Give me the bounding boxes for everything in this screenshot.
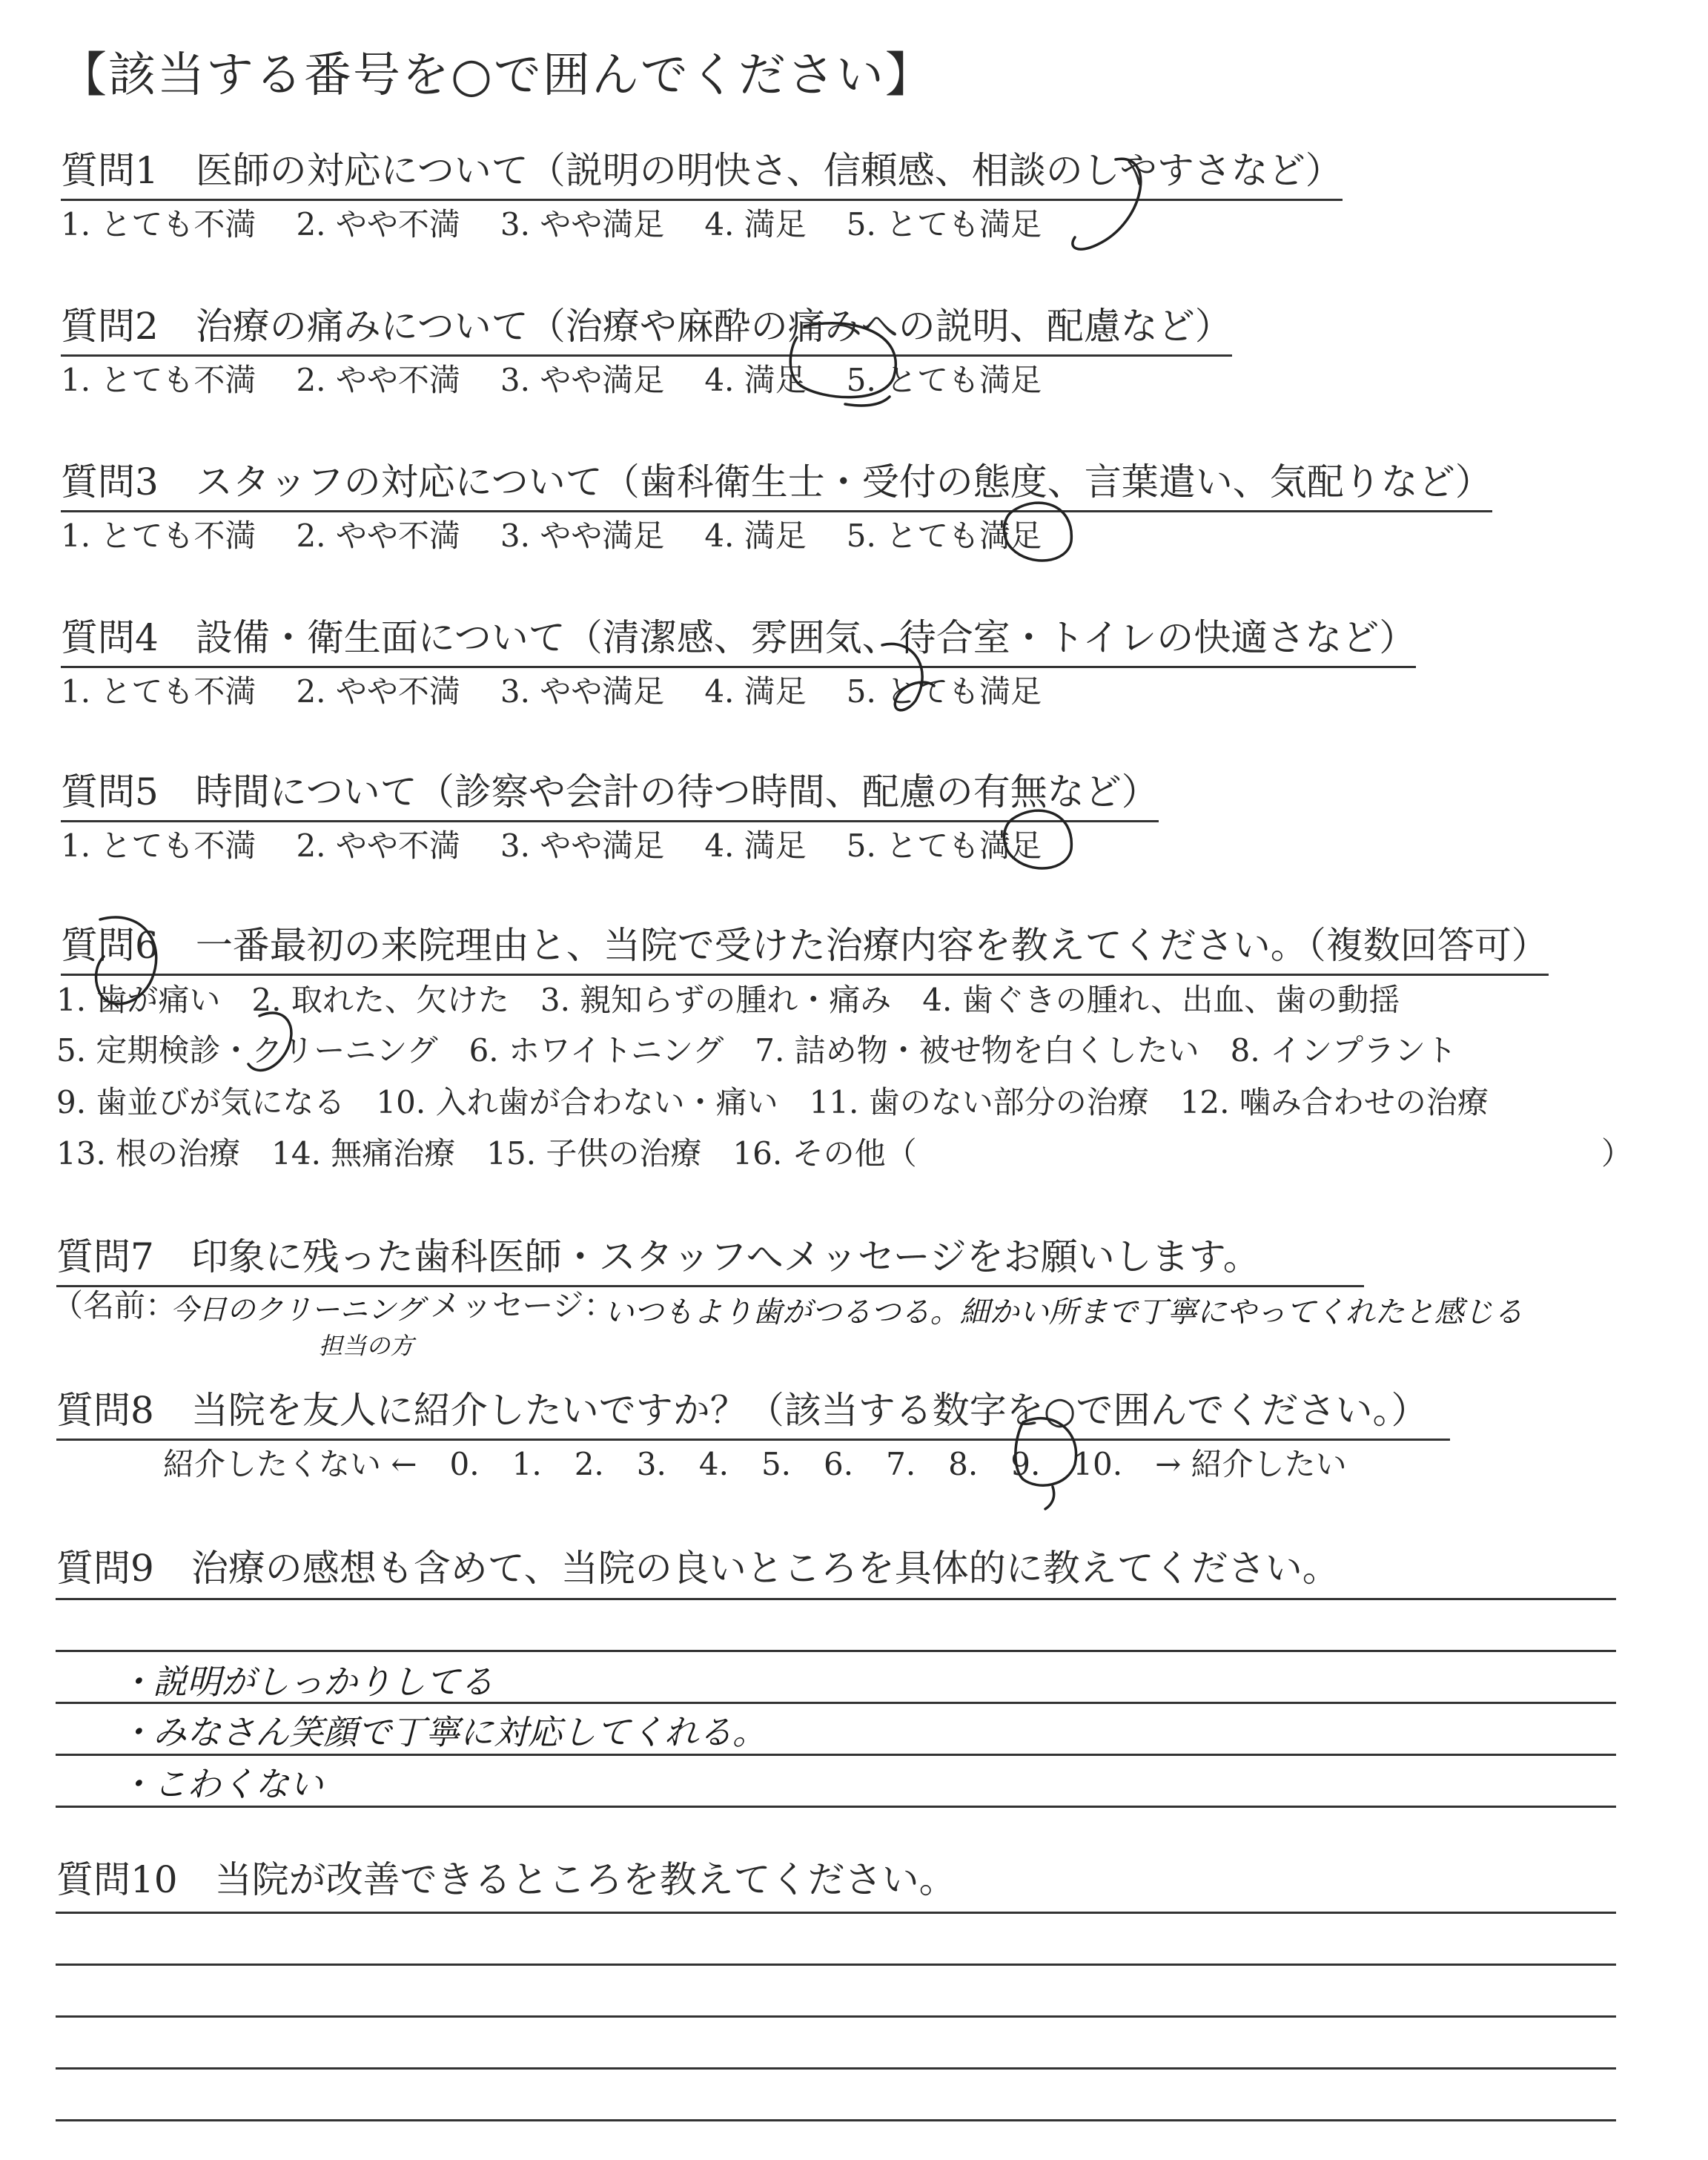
message-label: メッセージ： xyxy=(430,1287,615,1324)
handwritten-message[interactable]: いつもより歯がつるつる。細かい所まで丁寧にやってくれたと感じる xyxy=(604,1295,1523,1330)
answer-circle-mark xyxy=(1016,1418,1076,1509)
answer-circle-mark xyxy=(248,1013,291,1070)
answer-circle-mark xyxy=(882,644,934,710)
scale-value[interactable]: 0. xyxy=(449,1446,480,1482)
question-6-other-close: ） xyxy=(1601,1135,1633,1172)
question-7-label: 質問7 xyxy=(56,1235,154,1278)
question-1-label: 質問1 xyxy=(61,149,159,192)
scale-value[interactable]: 6. xyxy=(824,1446,854,1482)
option[interactable]: 5. とても満足 xyxy=(846,673,1042,710)
question-8-label: 質問8 xyxy=(56,1389,154,1432)
option[interactable]: 4. 満足 xyxy=(704,673,807,710)
option[interactable]: 2. やや不満 xyxy=(296,362,460,398)
handwritten-name-2[interactable]: 担当の方 xyxy=(319,1332,414,1360)
question-9-label: 質問9 xyxy=(56,1547,154,1590)
question-7-title: 印象に残った歯科医師・スタッフへメッセージをお願いします。 xyxy=(191,1235,1260,1278)
scale-value[interactable]: 3. xyxy=(636,1446,666,1482)
scale-value[interactable]: 9. xyxy=(1010,1446,1041,1482)
name-label: （名前： xyxy=(52,1287,177,1324)
scale-value[interactable]: 1. xyxy=(512,1446,542,1482)
question-6-label: 質問6 xyxy=(61,924,159,967)
option[interactable]: 2. やや不満 xyxy=(296,828,460,864)
option[interactable]: 5. とても満足 xyxy=(846,828,1042,864)
option[interactable]: 1. とても不満 xyxy=(61,673,256,710)
question-6-options-row-3[interactable]: 9. 歯並びが気になる 10. 入れ歯が合わない・痛い 11. 歯のない部分の治療 12. 噛み合わせの治療 xyxy=(56,1084,1489,1120)
instruction-header: 【該当する番号を○で囲んでください】 xyxy=(59,48,934,103)
option[interactable]: 5. とても満足 xyxy=(846,362,1042,398)
option[interactable]: 5. とても満足 xyxy=(846,518,1042,554)
handwritten-answer[interactable]: ・みなさん笑顔で丁寧に対応してくれる。 xyxy=(119,1712,767,1752)
question-1-title: 医師の対応について（説明の明快さ、信頼感、相談のしやすさなど） xyxy=(195,149,1343,192)
question-6-options-row-2[interactable]: 5. 定期検診・クリーニング 6. ホワイトニング 7. 詰め物・被せ物を白くしたい 8. インプラント xyxy=(56,1032,1457,1069)
scale-value[interactable]: 4. xyxy=(698,1446,729,1482)
scale-value[interactable]: 8. xyxy=(948,1446,979,1482)
option[interactable]: 3. やや満足 xyxy=(500,206,665,242)
answer-circle-mark xyxy=(1004,810,1071,868)
question-5-title: 時間について（診察や会計の待つ時間、配慮の有無など） xyxy=(195,770,1159,813)
question-5-label: 質問5 xyxy=(61,770,159,813)
question-2-label: 質問2 xyxy=(61,305,159,348)
option[interactable]: 2. やや不満 xyxy=(296,518,460,554)
question-4-title: 設備・衛生面について（清潔感、雰囲気、待合室・トイレの快適さなど） xyxy=(195,616,1417,659)
question-8-title: 当院を友人に紹介したいですか？（該当する数字を○で囲んでください。） xyxy=(191,1389,1429,1432)
scale-value[interactable]: 2. xyxy=(574,1446,604,1482)
answer-circle-mark xyxy=(790,323,896,406)
question-10-title: 当院が改善できるところを教えてください。 xyxy=(214,1858,956,1901)
answer-circle-mark xyxy=(1004,503,1071,561)
question-10-label: 質問10 xyxy=(56,1858,178,1901)
scale-value[interactable]: 10. xyxy=(1073,1446,1123,1482)
option[interactable]: 4. 満足 xyxy=(704,518,807,554)
option[interactable]: 4. 満足 xyxy=(704,362,807,398)
option[interactable]: 4. 満足 xyxy=(704,828,807,864)
scale-value[interactable]: 7. xyxy=(886,1446,916,1482)
answer-circle-mark xyxy=(1073,159,1141,249)
question-3-title: スタッフの対応について（歯科衛生士・受付の態度、言葉遣い、気配りなど） xyxy=(195,460,1492,503)
option[interactable]: 5. とても満足 xyxy=(846,206,1042,242)
option[interactable]: 2. やや不満 xyxy=(296,206,460,242)
option[interactable]: 1. とても不満 xyxy=(61,206,256,242)
question-6-options-row-1[interactable]: 1. 歯が痛い 2. 取れた、欠けた 3. 親知らずの腫れ・痛み 4. 歯ぐきの腫れ、出血、歯の動揺 xyxy=(56,982,1400,1018)
answer-circle-mark xyxy=(96,917,156,1004)
option[interactable]: 1. とても不満 xyxy=(61,362,256,398)
handwritten-answer[interactable]: ・こわくない xyxy=(119,1764,323,1804)
option[interactable]: 3. やや満足 xyxy=(500,518,665,554)
scale-value[interactable]: 5. xyxy=(761,1446,792,1482)
handwritten-answer[interactable]: ・説明がしっかりしてる xyxy=(119,1662,494,1702)
option[interactable]: 1. とても不満 xyxy=(61,828,256,864)
option[interactable]: 1. とても不満 xyxy=(61,518,256,554)
option[interactable]: 4. 満足 xyxy=(704,206,807,242)
option[interactable]: 3. やや満足 xyxy=(500,673,665,710)
question-4-label: 質問4 xyxy=(61,616,159,659)
question-6-options-row-4[interactable]: 13. 根の治療 14. 無痛治療 15. 子供の治療 16. その他（ xyxy=(56,1135,917,1172)
scale-right-label: → 紹介したい xyxy=(1155,1446,1347,1482)
scale-left-label: 紹介したくない ← xyxy=(163,1446,417,1482)
option[interactable]: 2. やや不満 xyxy=(296,673,460,710)
option[interactable]: 3. やや満足 xyxy=(500,828,665,864)
handwritten-name[interactable]: 今日のクリーニング xyxy=(171,1293,424,1326)
question-6-title: 一番最初の来院理由と、当院で受けた治療内容を教えてください。（複数回答可） xyxy=(195,924,1549,967)
question-2-title: 治療の痛みについて（治療や麻酔の痛みへの説明、配慮など） xyxy=(195,305,1232,348)
option[interactable]: 3. やや満足 xyxy=(500,362,665,398)
question-3-label: 質問3 xyxy=(61,460,159,503)
question-9-title: 治療の感想も含めて、当院の良いところを具体的に教えてください。 xyxy=(191,1547,1340,1590)
